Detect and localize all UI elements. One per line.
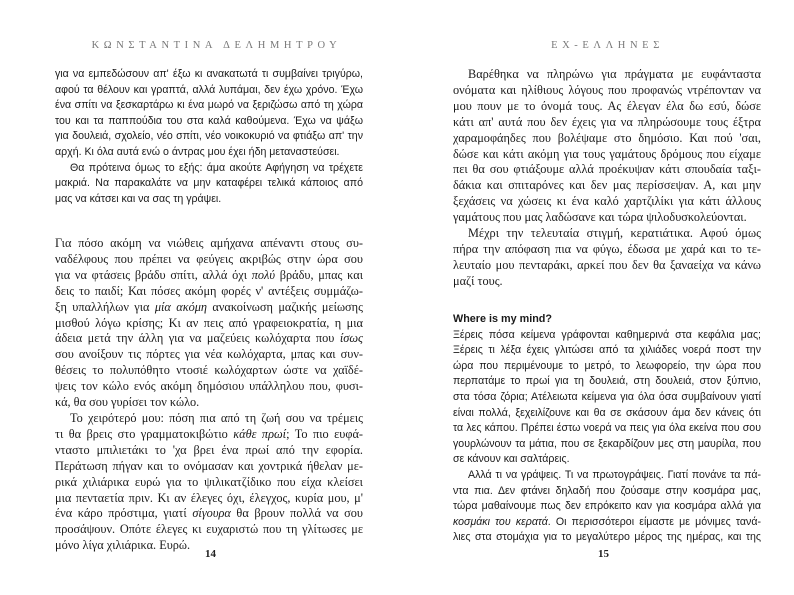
text-line: μια πενταετία πριν. Κι αν έλεγες όχι, έλεγχος, κυρία μου, μ' — [55, 490, 363, 505]
text-line: άδεια μετά την άλλη για να μαζεύεις κωλόχαρτα που ίσως — [55, 331, 363, 346]
text-line: πήρα την απόφαση πια να φύγω, έδωσα με χαρά και το τε- — [453, 241, 761, 256]
emphasis: σίγουρα — [192, 506, 231, 521]
left-serif-passage — [55, 236, 363, 554]
text-line: λιες στα στομάχια για το μεγαλύτερο μέρος της ημέρας, και της — [453, 531, 761, 544]
text-line: ρικά χιλιάρικα ευρώ για το ψιλικατζίδικο που είχα κλείσει — [55, 474, 363, 489]
text-line: μακριά. Να παρακαλάτε να μην καταφέρει τελικά κάποιος από — [55, 177, 363, 190]
text-line: σε κάνουν και σαλτάρεις. — [453, 453, 570, 466]
right-page — [397, 0, 794, 595]
text-line: μόνο λίγα χιλιάρικα. Ευρώ. — [55, 538, 191, 553]
text-line: μου πουν με το όνομά τους. Ας έλεγαν έλα δω εσύ, δώσε — [453, 98, 761, 113]
text-line: ένα σπίτι να ξεσκαρτάρω κι ένα μωρό να ξεριζώσω από τη χώρα — [55, 99, 363, 112]
text-line: Ξέρεις τι λέξα έχεις γλιτώσει από τα χιλιάδες νοερά ποστ την — [453, 344, 761, 357]
right-sans-passage — [453, 312, 761, 546]
running-head-title: ΕΧ-ΕΛΛΗΝΕΣ — [551, 40, 664, 51]
text-line: δώσε και κάτι ακόμη για τους γαμάτους δρόμους που είχαμε — [453, 146, 761, 161]
text-line: για να φτάσεις βράδυ σπίτι, αλλά όχι πολύ βράδυ, μπας και — [55, 267, 364, 282]
text-line: του και τα παππούδια του στα καλά καθούμενα. Έχω να ψάξω — [55, 114, 363, 127]
emphasis: πολύ — [251, 267, 276, 282]
text-line: ονόματα και ηλίθιους λόγους που προφανώς ντρέπονταν να — [453, 82, 761, 97]
text-line: σου ανοίξουν τις πόρτες για νέα κωλόχαρτα, μπας και συν- — [55, 347, 363, 362]
page-number: 15 — [598, 548, 609, 560]
text-line: δάκια και σπιταρόνες και δεν μας περίσσεψαν. Α, και μην — [453, 178, 761, 193]
text-line: αφού τα θέλουν και γραπτά, αλλά λυπάμαι, δεν έχω χρόνο. Έχω — [55, 83, 363, 96]
text-line: περπατάμε το πρωί για τη δουλειά, στη δουλειά, στον ξύπνιο, — [453, 375, 761, 388]
text-line: για δουλειά, σχολείο, νέο σπίτι, νέο νοικοκυριό να φτιάξω απ' την — [55, 130, 363, 143]
running-head-author: ΚΩΝΣΤΑΝΤΙΝΑ ΔΕΛΗΜΗΤΡΟΥ — [91, 40, 342, 51]
text-line: Ξέρεις πόσα κείμενα γράφονται καθημερινά στα κεφάλια μας; — [453, 328, 761, 341]
text-line: Περάτωση πήγαν και το ονόμασαν και χοντρικά ήθελαν με- — [55, 458, 363, 473]
text-line: ξεχάσεις να χώσεις κι ένα καλό χαρτζιλίκι για κάτι άλλους — [453, 194, 761, 209]
emphasis: κοσμάκι του κερατά — [453, 515, 548, 528]
text-line: Μέχρι την τελευταία στιγμή, κερατιάτικα. Αφού όμως — [468, 226, 761, 241]
text-line: ένα κάρο πρόστιμα, γιατί σίγουρα θα βρουν πολλά να σου — [55, 506, 363, 521]
text-line: τι θα βρεις στο γραμματοκιβώτιο κάθε πρωί; Το πιο ευφά- — [55, 426, 363, 441]
text-line: Θα πρότεινα όμως το εξής: άμα ακούτε Αφήγηση να τρέχετε — [70, 161, 363, 174]
text-line: κά, θα σου γυρίσει τον κώλο. — [55, 395, 200, 410]
text-line: Βαρέθηκα να πληρώνω για πράγματα με ευφάνταστα — [468, 67, 761, 81]
right-serif-passage — [453, 67, 761, 290]
text-line: Για πόσο ακόμη να νιώθεις αμήχανα απέναντι στους συ- — [55, 236, 363, 250]
text-line: Αλλά τι να γράψεις. Τι να πρωτογράψεις. Γιατί πονάνε τα πά- — [468, 468, 761, 481]
text-line: μας να κάτσει και να σας τη γράψει. — [55, 192, 222, 205]
text-line: κοσμάκι του κερατά. Οι περισσότεροι είμαστε με μόνιμες τανά- — [453, 515, 762, 528]
text-line: γουρλώνουν τα μάτια, που σε ξεκαρδίζουν μες στη μαυρίλα, που — [453, 437, 761, 450]
text-line: ώρα που περιμένουμε το μετρό, το λεωφορείο, την ώρα που — [453, 359, 761, 372]
text-line: τα λες κάπου. Πρέπει έστω νοερά να πεις για όλα εκείνα που σου — [453, 422, 761, 435]
text-line: τώρα μαθαίνουμε πως δεν επρόκειτο καν για κοσμάρα αλλά για — [453, 500, 761, 513]
text-line: λευταίο μου πενταράκι, αρκεί που δεν θα ξαναείχα να κάνω — [453, 257, 761, 272]
text-line: νταστο μπιλιετάκι το 'χα βρει ένα πρωί από την εφορία. — [55, 442, 363, 457]
emphasis: μία ακόμη — [154, 299, 208, 314]
text-line: θέσεις το πολυπόθητο ντοσιέ κωλόχαρτων ώστε να χαϊδέ- — [55, 363, 363, 378]
section-heading: Where is my mind? — [453, 313, 552, 325]
emphasis: κάθε πρωί — [233, 426, 287, 441]
text-line: κάτι απ' αυτά που δεν έχεις για να πληρώσουμε τους έξτρα — [453, 114, 761, 129]
text-line: Το χειρότερό μου: πόση πια από τη ζωή σου να τρέμεις — [70, 410, 363, 425]
text-line: χαραμοφάηδες που βολέψαμε στο δημόσιο. Και πού 'σαι, — [453, 130, 761, 145]
text-line: ντα πια. Δεν φτάνει δηλαδή που ζούσαμε στην κοσμάρα μας, — [453, 484, 761, 497]
text-line: γαμάτους που μας λαδώσανε και τώρα ψιλοδυσκολεύονται. — [453, 210, 747, 225]
text-line: για να εμπεδώσουν απ' έξω κι ανακατωτά τι συμβαίνει τριγύρω, — [55, 68, 363, 80]
text-line: πει θα σου φτιάξουμε αλλά προέκυψαν κάτι σπουδαία ταξι- — [453, 162, 761, 177]
text-line: μισθού λόγω κρίσης; Κι αν πεις από γραφειοκρατία, η μια — [55, 315, 363, 330]
text-line: είναι πολλά, ξεχειλίζουνε και θα σε σκάσουν άμα δεν κάνεις ότι — [453, 406, 761, 419]
text-line: αρχή. Κι όλα αυτά ενώ ο άντρας μου έχει ήδη μεταναστεύσει. — [55, 145, 340, 158]
text-line: ξη υπαλλήλων για μία ακόμη ανακοίνωση μαζικής μείωσης — [55, 299, 363, 314]
text-line: μαζί τους. — [453, 273, 503, 288]
section-body — [453, 328, 761, 546]
text-line: ναδέλφους που πρέπει να φεύγεις ακριβώς στην ώρα σου — [55, 251, 363, 266]
text-line: στα τόσα ζόρια; Ατέλειωτα κείμενα για όλα όσα συμβαίνουν γιατί — [453, 390, 761, 403]
text-line: προσάψουν. Οπότε έλεγες κι ευχαριστώ που τη γλίτωσες με — [55, 522, 363, 537]
left-sans-passage — [55, 67, 363, 207]
emphasis: ίσως — [339, 331, 363, 346]
text-line: δεις το παιδί; Και πόσες ακόμη φορές ν' αντέξεις συμμάζω- — [55, 283, 363, 298]
text-line: ψεις τον κώλο ενός ακόμη δημόσιου υπάλληλου που, φυσι- — [55, 379, 363, 394]
page-number: 14 — [205, 548, 216, 560]
